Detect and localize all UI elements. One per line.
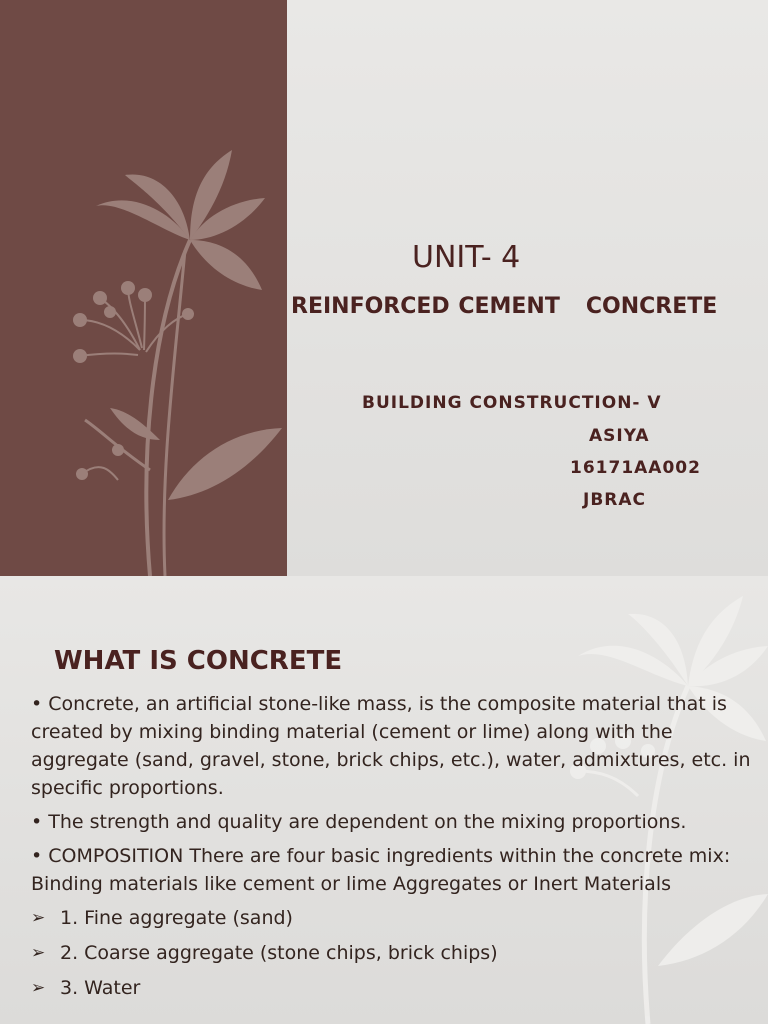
flower-illustration-icon	[0, 0, 287, 576]
arrow-bullet-icon: ➢	[31, 908, 46, 928]
list-item	[31, 904, 751, 932]
slide-title: UNIT- 4	[412, 240, 521, 275]
arrow-bullet-icon: ➢	[31, 978, 46, 998]
college-name: JBRAC	[583, 490, 647, 510]
list-item	[31, 974, 751, 1002]
paragraph-definition: • Concrete, an artificial stone-like mass, is the composite material that is created by mixing binding material (cement or lime) along with the aggregate (sand, gravel, stone, brick chips, etc.), water, admixtures, etc. in specific proportions.	[31, 693, 751, 799]
list-item-text: 1. Fine aggregate (sand)	[60, 907, 293, 929]
course-name: BUILDING CONSTRUCTION- V	[362, 393, 662, 413]
paragraph-composition: • COMPOSITION There are four basic ingredients within the concrete mix: Binding materials like cement or lime Aggregates or Inert Materials	[31, 845, 731, 895]
list-item	[31, 939, 751, 967]
list-item-text: 2. Coarse aggregate (stone chips, brick chips)	[60, 942, 498, 964]
subtitle-part-2: CONCRETE	[585, 294, 718, 319]
arrow-bullet-icon: ➢	[31, 943, 46, 963]
slide-subtitle	[291, 294, 717, 319]
paragraph-strength: • The strength and quality are dependent on the mixing proportions.	[31, 811, 687, 833]
author-name: ASIYA	[589, 426, 650, 446]
roll-number: 16171AA002	[570, 458, 701, 478]
brown-side-panel	[0, 0, 287, 576]
section-heading: WHAT IS CONCRETE	[54, 646, 343, 676]
slide-body	[31, 690, 751, 1009]
subtitle-part-1: REINFORCED CEMENT	[291, 294, 560, 319]
list-item-text: 3. Water	[60, 977, 141, 999]
